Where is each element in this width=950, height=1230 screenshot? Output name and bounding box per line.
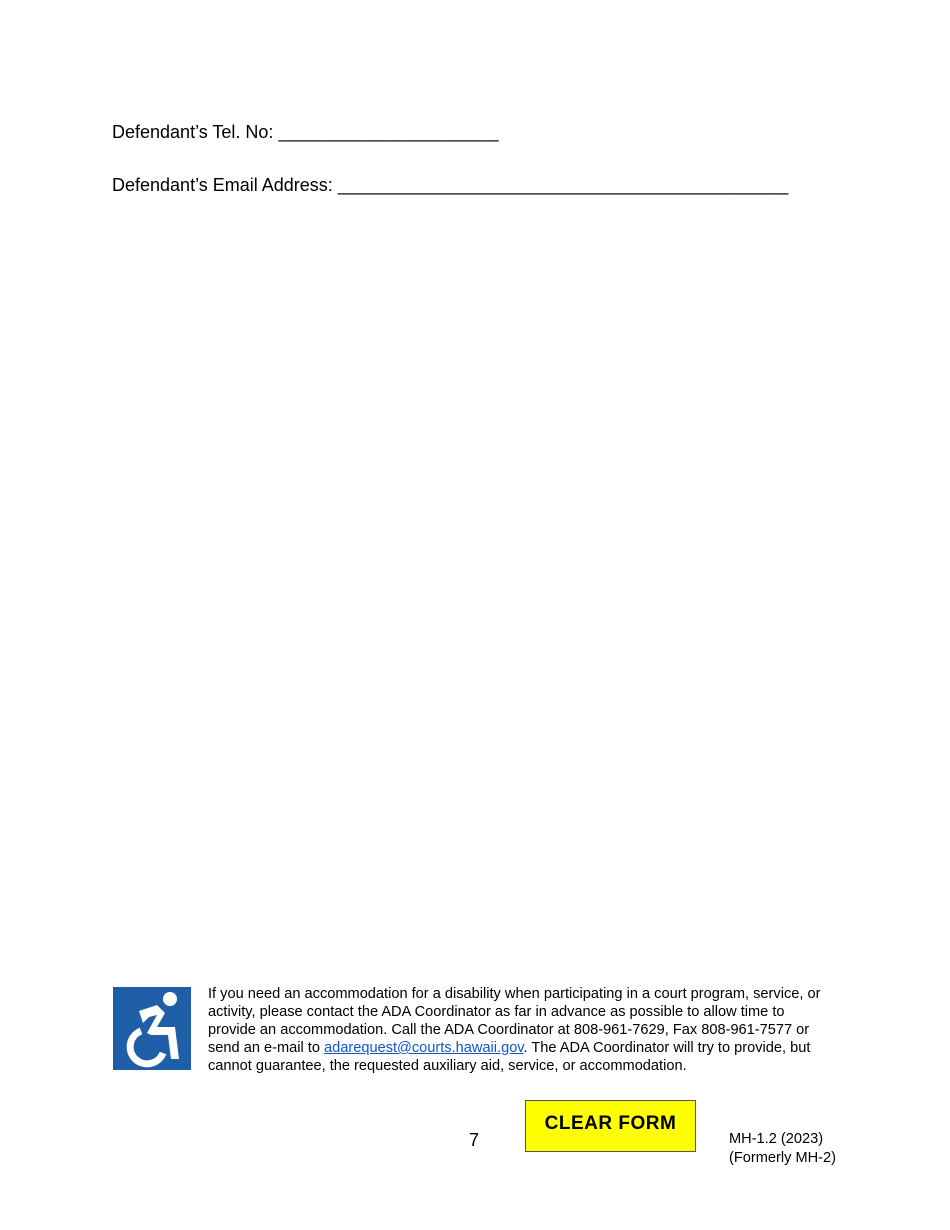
defendant-tel-label: Defendant’s Tel. No:: [112, 122, 274, 142]
ada-notice-text: If you need an accommodation for a disability when participating in a court program, service, or activity, please contact the ADA Coordinator as far in advance as possible to allow time to provide an accommodation. Call the ADA Coordinator at 808-961-7629, Fax 808-961-7577 or send an e-mail to: [208, 986, 821, 1056]
defendant-tel-field: [112, 121, 499, 143]
accessible-wheelchair-icon: [113, 987, 191, 1070]
clear-form-button[interactable]: CLEAR FORM: [525, 1100, 696, 1152]
defendant-tel-input[interactable]: ______________________: [278, 122, 499, 142]
page-number: 7: [469, 1130, 480, 1150]
form-code-current: MH-1.2 (2023): [729, 1131, 824, 1147]
form-code-formerly: (Formerly MH-2): [729, 1150, 837, 1166]
defendant-email-label: Defendant’s Email Address:: [112, 175, 333, 195]
defendant-email-field: [112, 174, 788, 196]
ada-notice: [208, 985, 828, 1075]
form-code: [729, 1130, 836, 1168]
ada-email-link[interactable]: adarequest@courts.hawaii.gov: [324, 1040, 524, 1056]
ada-notice-text-end: . The ADA Coordinator will try to provide, but cannot guarantee, the requested auxiliary aid, service, or accommodation.: [208, 1040, 811, 1074]
defendant-email-input[interactable]: _____________________________________________: [337, 175, 789, 195]
